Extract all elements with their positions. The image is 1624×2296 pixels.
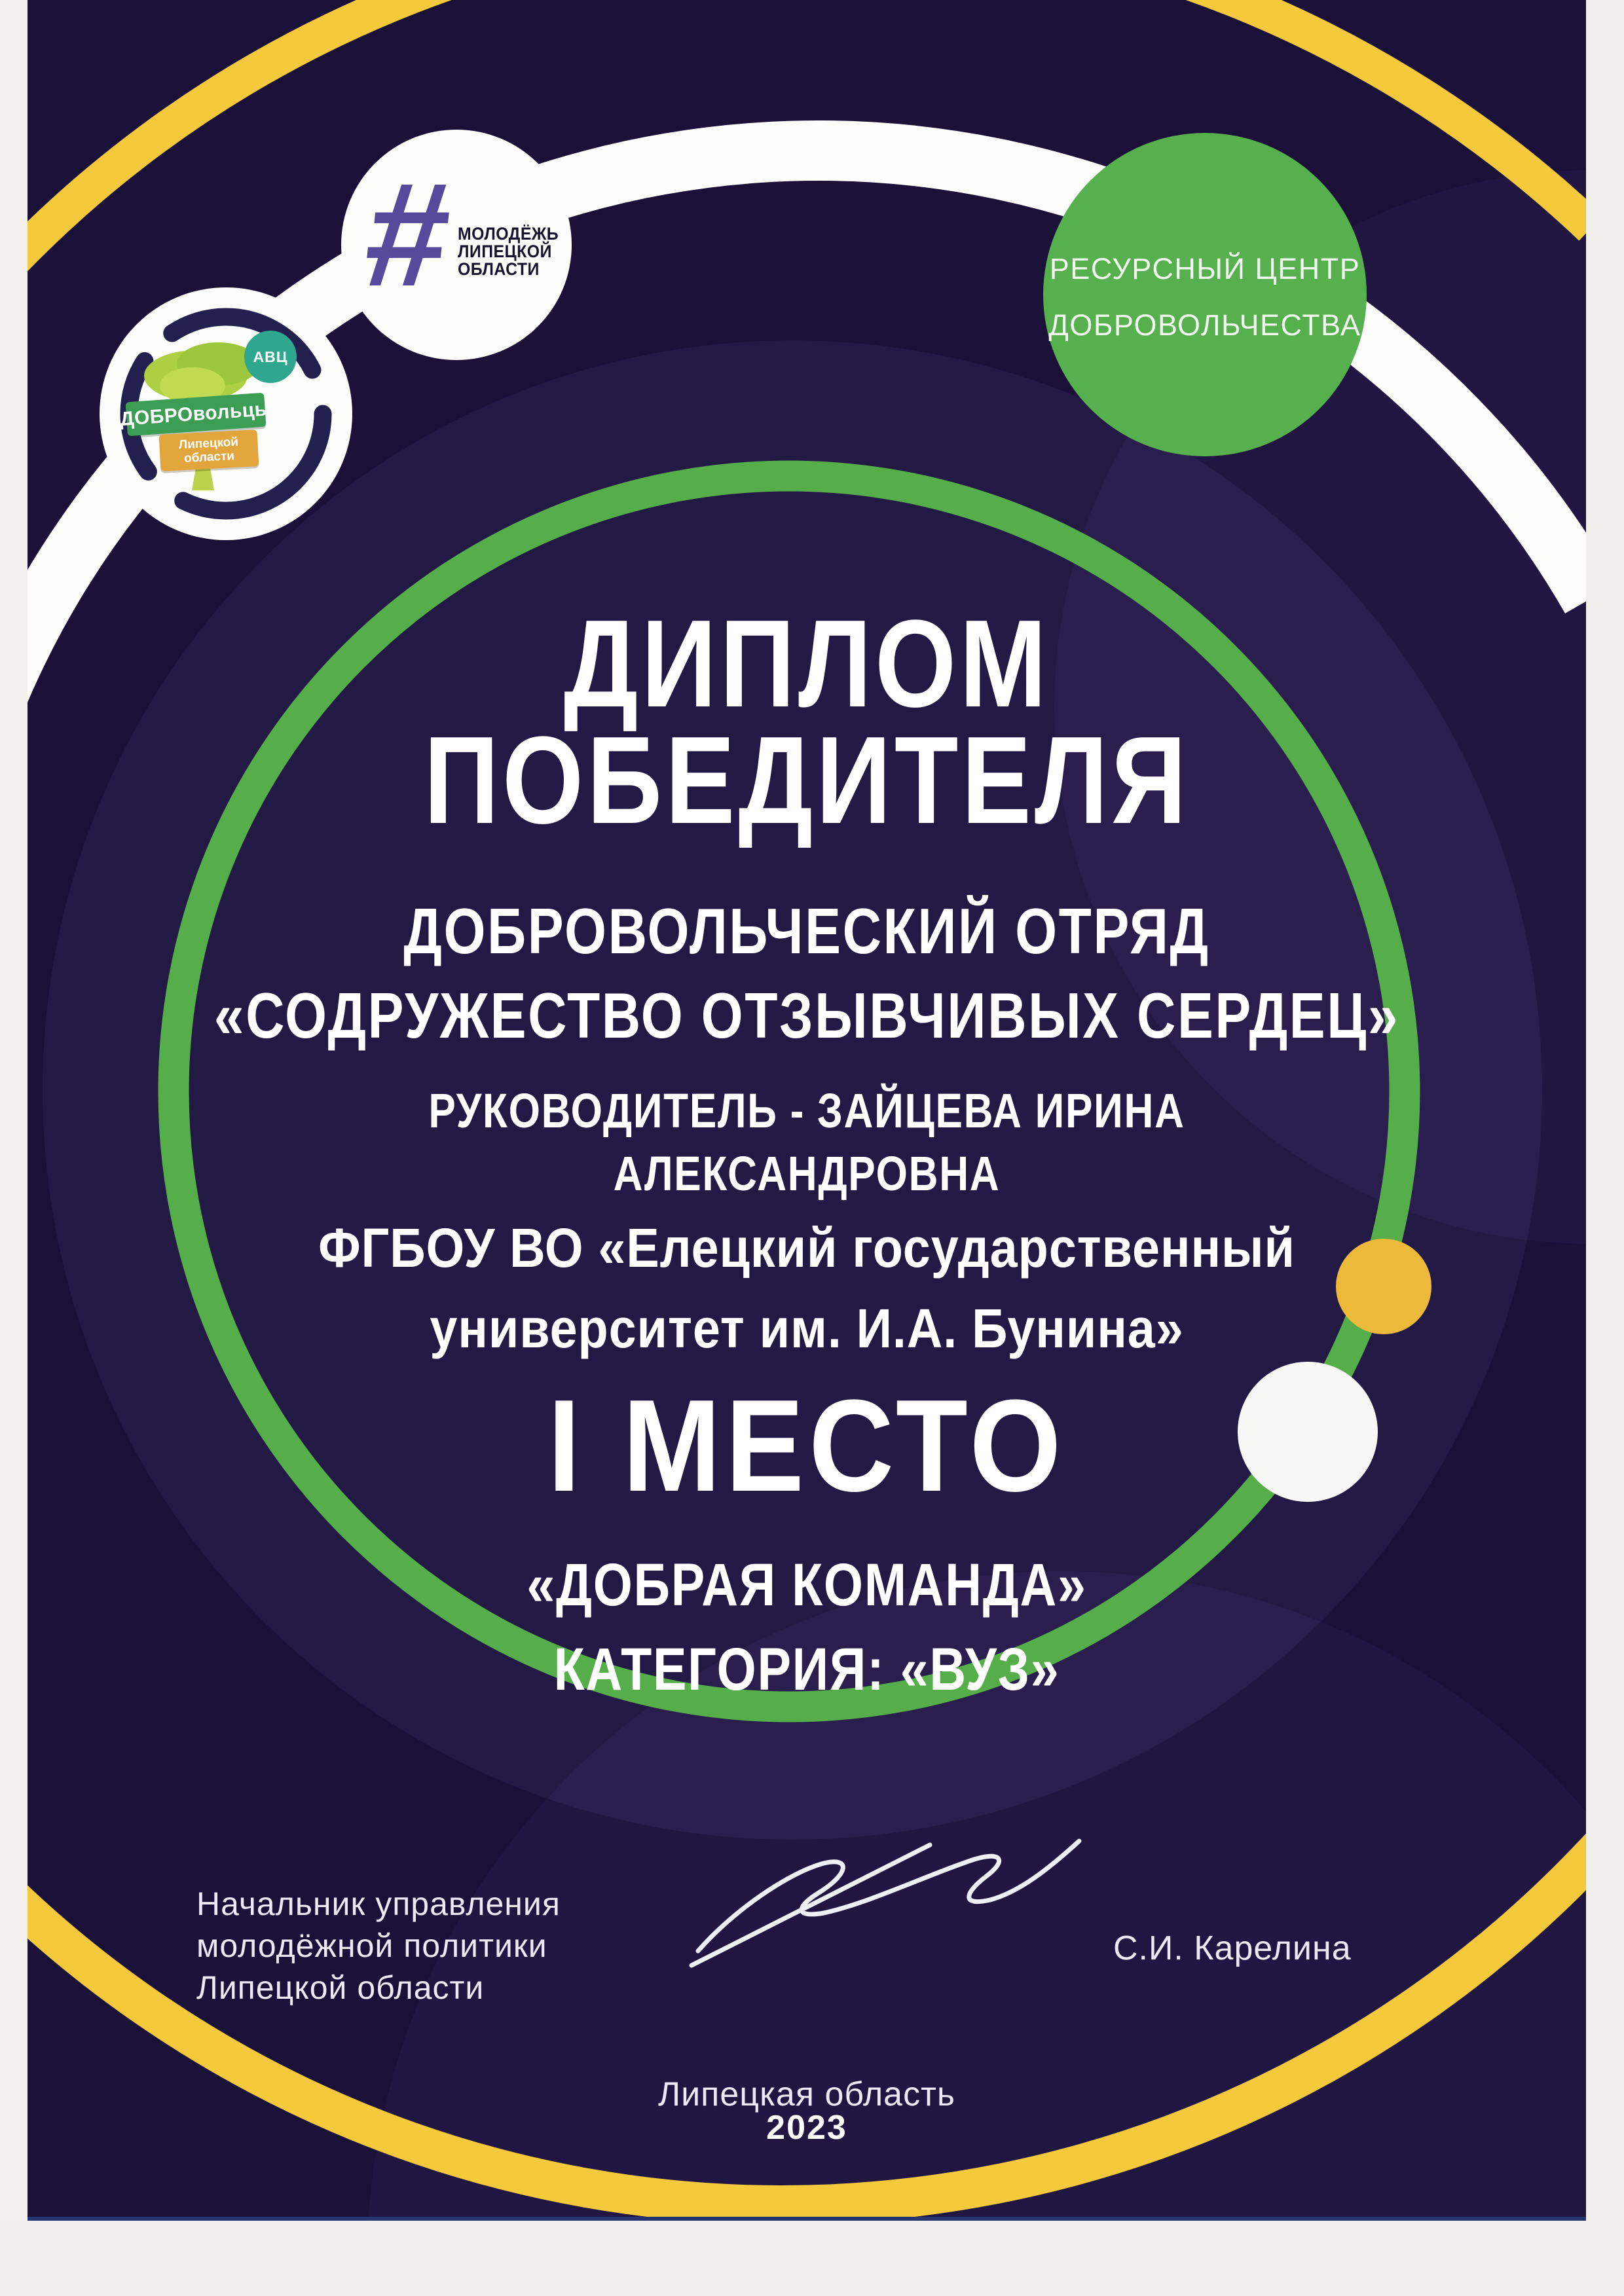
place-award: I МЕСТО (547, 1373, 1066, 1519)
institution-line1: ФГБОУ ВО «Елецкий государственный (318, 1217, 1295, 1279)
leader-line2: АЛЕКСАНДРОВНА (613, 1146, 1001, 1201)
team-name: «СОДРУЖЕСТВО ОТЗЫВЧИВЫХ СЕРДЕЦ» (213, 979, 1400, 1051)
signer-position-line: молодёжной политики (196, 1927, 547, 1964)
youth-logo-line: МОЛОДЁЖЬ (458, 224, 559, 244)
region-line: Липецкой (178, 435, 239, 452)
category: КАТЕГОРИЯ: «ВУЗ» (553, 1636, 1060, 1703)
leader-line1: РУКОВОДИТЕЛЬ - ЗАЙЦЕВА ИРИНА (428, 1084, 1185, 1138)
signer-name: С.И. Карелина (1113, 1929, 1352, 1967)
avc-badge-label: АВЦ (253, 348, 288, 365)
signer-position-line: Липецкой области (196, 1969, 485, 2006)
institution-line2: университет им. И.А. Бунина» (430, 1298, 1184, 1359)
diploma-title-line1: ДИПЛОМ (563, 594, 1050, 733)
signer-position-line: Начальник управления (196, 1886, 561, 1922)
diploma-title-line2: ПОБЕДИТЕЛЯ (424, 711, 1190, 850)
signature-stroke (692, 1845, 930, 1965)
nomination: «ДОБРАЯ КОМАНДА» (526, 1552, 1087, 1618)
scan-margin-left (0, 0, 28, 2296)
scan-margin-right (1586, 0, 1624, 2296)
youth-logo-line: ОБЛАСТИ (458, 259, 540, 279)
resource-center-line: РЕСУРСНЫЙ ЦЕНТР (1049, 252, 1361, 285)
youth-logo-line: ЛИПЕЦКОЙ (458, 242, 552, 261)
volunteers-banner-label: ДОБРОвольцы (119, 397, 272, 431)
hashtag-icon: # (358, 151, 458, 317)
resource-center-line: ДОБРОВОЛЬЧЕСТВА (1048, 308, 1361, 342)
team-type: ДОБРОВОЛЬЧЕСКИЙ ОТРЯД (403, 895, 1210, 967)
region-line: области (183, 448, 235, 465)
scan-margin-bottom (0, 2221, 1624, 2296)
footer-region: Липецкая область (658, 2075, 955, 2113)
footer-year: 2023 (766, 2109, 847, 2147)
